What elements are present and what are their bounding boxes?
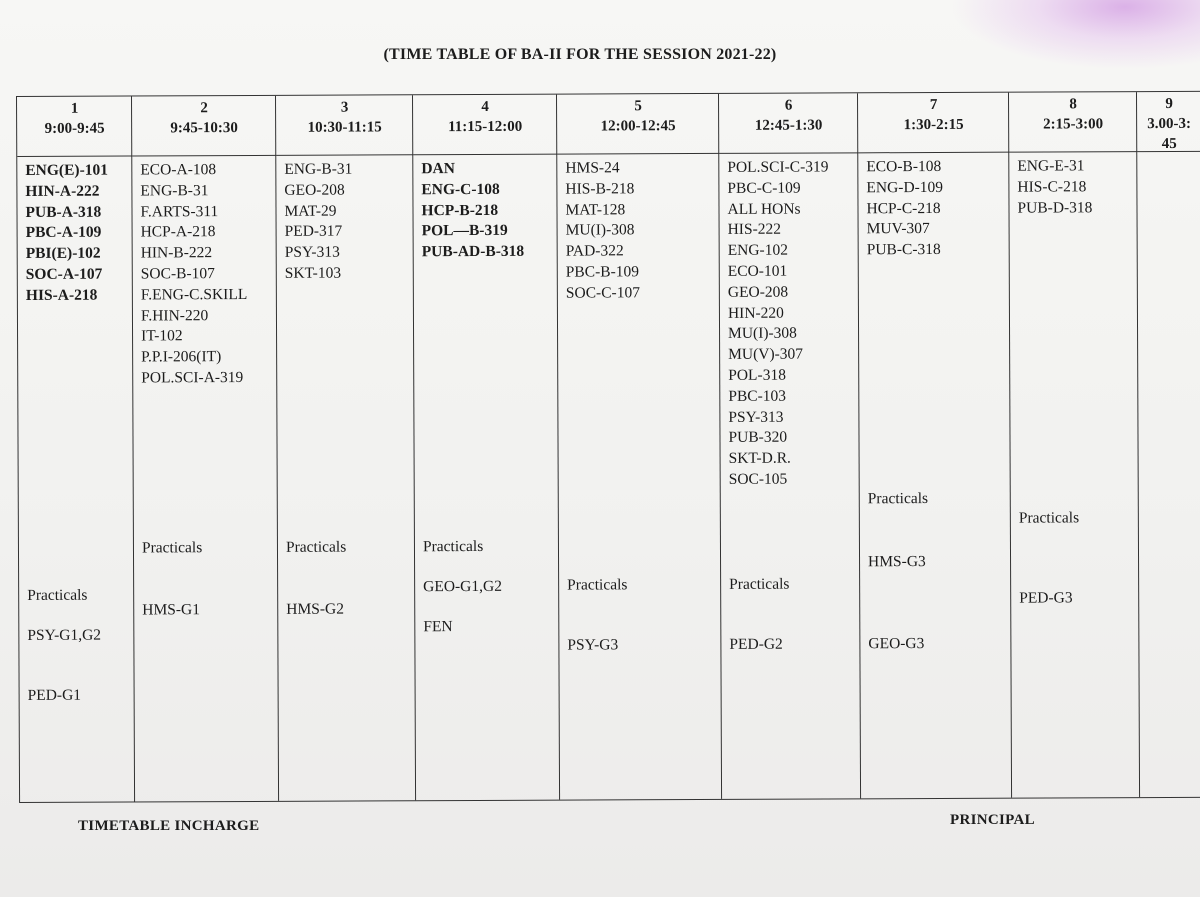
- period-column-1: [16, 96, 135, 801]
- subject-list: [719, 157, 859, 490]
- period-number: 9: [1165, 95, 1173, 112]
- period-time: 11:15-12:00: [448, 118, 523, 136]
- period-column-6: [718, 93, 861, 799]
- subject-entry: GEO-208: [727, 283, 789, 301]
- practical-group: PED-G1: [27, 686, 82, 704]
- period-column-4: [412, 95, 560, 801]
- subject-entry: SKT-D.R.: [728, 449, 791, 468]
- subject-entry: GEO-208: [284, 181, 345, 199]
- subject-entry: PUB-320: [728, 428, 788, 447]
- practical-group: FEN: [423, 618, 453, 636]
- subject-entry: PSY-313: [284, 243, 340, 262]
- subject-entry: POL.SCI-A-319: [141, 368, 244, 387]
- subject-entry: MU(I)-308: [565, 221, 635, 239]
- period-number: 8: [1069, 96, 1077, 113]
- period-column-7: [857, 93, 1012, 799]
- practical-group: PSY-G1,G2: [27, 626, 102, 644]
- subject-list: [132, 160, 277, 389]
- principal-label: PRINCIPAL: [950, 812, 1035, 828]
- subject-entry: POL-318: [728, 366, 786, 384]
- period-number: 3: [340, 99, 349, 116]
- subject-entry: MUV-307: [866, 220, 930, 238]
- subject-entry: PED-317: [284, 222, 343, 241]
- page-title: (TIME TABLE OF BA-II FOR THE SESSION 2021-22): [383, 46, 777, 63]
- period-time: 9:45-10:30: [170, 120, 238, 137]
- subject-entry: HIN-A-222: [25, 182, 100, 200]
- subject-entry: SKT-103: [284, 264, 342, 282]
- period-time: 2:15-3:00: [1043, 116, 1104, 133]
- period-number: 5: [634, 98, 642, 115]
- timetable-incharge-label: TIMETABLE INCHARGE: [78, 818, 260, 834]
- subject-entry: SOC-105: [728, 470, 788, 488]
- subject-entry: ALL HONs: [727, 200, 801, 218]
- period-header: [17, 96, 132, 157]
- period-header: [557, 94, 719, 155]
- subject-entry: HIN-220: [727, 304, 784, 322]
- subject-entry: HCP-A-218: [140, 223, 216, 241]
- subject-entry: MAT-128: [565, 200, 626, 219]
- subject-entry: DAN: [421, 160, 455, 178]
- subject-list: [858, 157, 1009, 262]
- subject-entry: PBC-A-109: [25, 224, 102, 242]
- subject-entry: IT-102: [141, 327, 183, 345]
- subject-list: [276, 159, 414, 284]
- period-time: 9:00-9:45: [44, 120, 105, 137]
- period-header: [276, 95, 413, 156]
- subject-entry: PUB-D-318: [1017, 198, 1093, 217]
- practicals-label: Practicals: [422, 537, 484, 556]
- practical-group: GEO-G1,G2: [423, 577, 502, 596]
- timetable-grid: [16, 91, 1200, 803]
- subject-entry: PBI(E)-102: [25, 244, 101, 263]
- period-column-3: [275, 95, 416, 801]
- subject-entry: ENG-102: [727, 241, 788, 260]
- subject-entry: ECO-A-108: [140, 161, 217, 179]
- period-number: 2: [200, 100, 208, 117]
- subject-entry: ENG-E-31: [1017, 157, 1085, 175]
- practicals-label: Practicals: [27, 586, 88, 604]
- subject-entry: ECO-101: [727, 262, 788, 280]
- practicals-label: Practicals: [867, 490, 929, 508]
- subject-entry: HIS-A-218: [25, 286, 98, 304]
- practical-group: GEO-G3: [868, 635, 925, 653]
- period-column-9: [1136, 92, 1200, 797]
- period-number: 4: [481, 98, 489, 115]
- period-column-8: [1008, 92, 1140, 798]
- practical-group: PSY-G3: [567, 636, 619, 654]
- period-number: 6: [784, 97, 793, 114]
- subject-entry: ENG(E)-101: [25, 161, 109, 179]
- subject-entry: F.ARTS-311: [140, 202, 219, 221]
- subject-list: [413, 159, 557, 264]
- subject-entry: ENG-B-31: [140, 181, 209, 200]
- period-header: [1009, 92, 1137, 153]
- period-time: 12:45-1:30: [754, 117, 823, 134]
- period-number: 1: [70, 100, 79, 117]
- practicals-label: Practicals: [729, 575, 790, 593]
- subject-entry: SOC-B-107: [140, 265, 215, 283]
- subject-list: [557, 158, 720, 304]
- period-header: [719, 93, 858, 154]
- subject-entry: PUB-AD-B-318: [421, 242, 525, 261]
- subject-entry: MAT-29: [284, 202, 337, 220]
- subject-entry: ENG-D-109: [866, 178, 944, 197]
- subject-entry: PUB-A-318: [25, 203, 102, 221]
- subject-entry: HIS-C-218: [1017, 178, 1087, 196]
- subject-entry: F.HIN-220: [140, 306, 209, 325]
- practicals-label: Practicals: [1018, 509, 1080, 527]
- period-header: [858, 93, 1009, 154]
- subject-entry: ENG-B-31: [284, 160, 353, 178]
- subject-entry: HCP-B-218: [421, 201, 499, 219]
- subject-entry: P.P.I-206(IT): [141, 348, 222, 366]
- subject-entry: HIN-B-222: [140, 244, 213, 262]
- subject-entry: POL—B-319: [421, 222, 508, 240]
- subject-entry: ECO-B-108: [866, 157, 942, 176]
- subject-entry: HCP-C-218: [866, 199, 941, 217]
- subject-entry: PBC-103: [728, 387, 787, 405]
- subject-entry: PBC-C-109: [727, 179, 801, 197]
- subject-entry: SOC-C-107: [565, 284, 640, 302]
- period-header: [132, 96, 276, 157]
- period-header: [413, 95, 557, 156]
- subject-entry: ENG-C-108: [421, 180, 500, 199]
- subject-entry: PBC-B-109: [565, 263, 640, 281]
- subject-entry: SOC-A-107: [25, 265, 103, 283]
- practical-group: HMS-G1: [142, 601, 200, 619]
- practical-group: PED-G2: [729, 635, 783, 653]
- subject-entry: PSY-313: [728, 408, 784, 426]
- practicals-label: Practicals: [285, 538, 347, 556]
- period-column-2: [131, 96, 279, 802]
- period-time: 10:30-11:15: [307, 119, 382, 136]
- period-time: 3.00-3:45: [1147, 115, 1192, 153]
- practicals-label: Practicals: [567, 576, 628, 594]
- subject-entry: MU(I)-308: [728, 324, 797, 343]
- subject-entry: HIS-B-218: [565, 180, 635, 198]
- period-header: [1137, 92, 1200, 152]
- subject-entry: HMS-24: [565, 159, 620, 177]
- period-time: 12:00-12:45: [600, 118, 676, 135]
- subject-entry: MU(V)-307: [728, 345, 804, 364]
- period-time: 1:30-2:15: [903, 116, 964, 134]
- subject-entry: POL.SCI-C-319: [727, 158, 829, 176]
- subject-entry: HIS-222: [727, 221, 782, 239]
- practical-group: HMS-G2: [286, 600, 344, 618]
- practicals-label: Practicals: [141, 539, 203, 557]
- subject-entry: PUB-C-318: [866, 241, 941, 259]
- practical-group: PED-G3: [1019, 589, 1073, 607]
- subject-entry: PAD-322: [565, 242, 624, 260]
- subject-entry: F.ENG-C.SKILL: [140, 285, 248, 304]
- subject-list: [1009, 156, 1137, 219]
- period-column-5: [556, 94, 722, 800]
- subject-list: [17, 160, 133, 306]
- period-number: 7: [929, 96, 938, 114]
- practical-group: HMS-G3: [868, 553, 926, 571]
